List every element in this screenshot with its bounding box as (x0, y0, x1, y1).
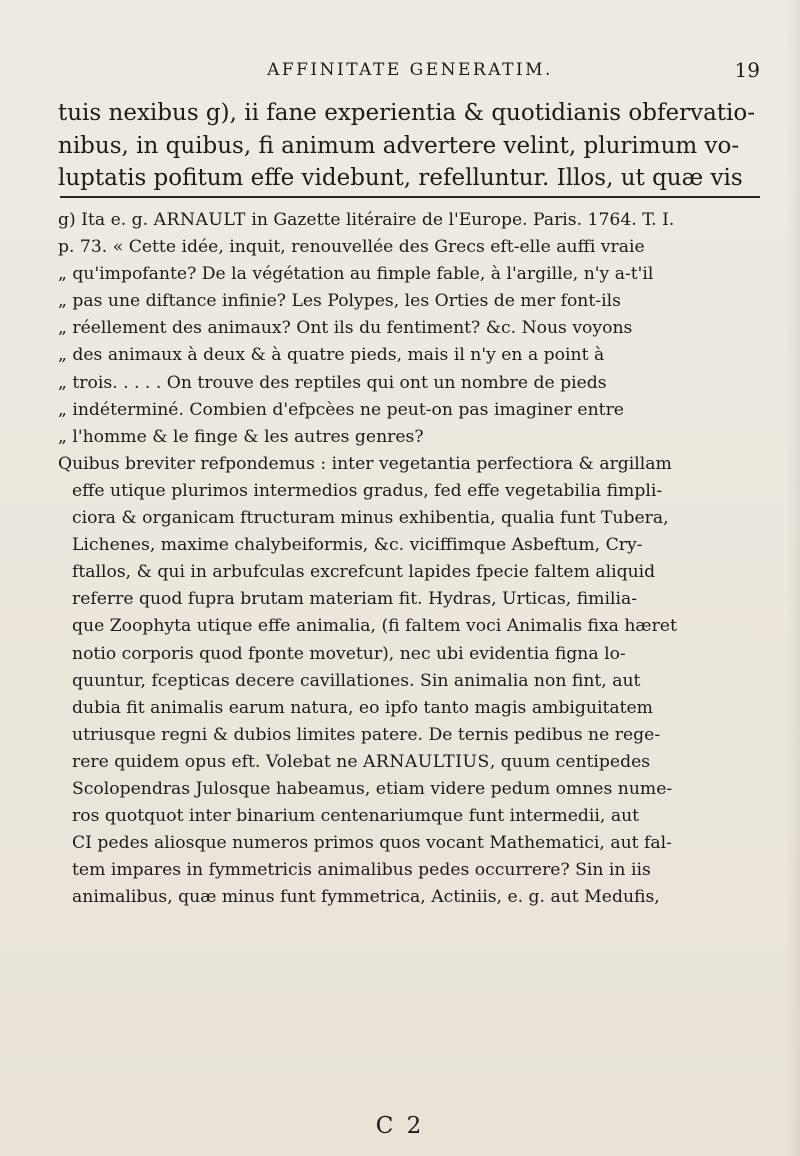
footnote-line: tem impares in fymmetricis animalibus pedes occurrere? Sin in iis (72, 860, 651, 881)
main-text (58, 97, 768, 195)
footnote-line: CI pedes aliosque numeros primos quos vocant Mathematici, aut fal- (72, 833, 672, 854)
footnote-line: animalibus, quæ minus funt fymmetrica, Actiniis, e. g. aut Medufis, (72, 887, 660, 908)
footnote-line: „ qu'impofante? De la végétation au fimple fable, à l'argille, n'y a-t'il (58, 264, 654, 285)
footnote-line: „ réellement des animaux? Ont ils du fentiment? &c. Nous voyons (58, 318, 633, 339)
footnote-line: g) Ita e. g. ARNAULT in Gazette litéraire de l'Europe. Paris. 1764. T. I. (58, 210, 675, 230)
footnote-line: ftallos, & qui in arbufculas excrefcunt lapides fpecie faltem aliquid (72, 562, 656, 583)
footnote-line: „ trois. . . . . On trouve des reptiles qui ont un nombre de pieds (58, 372, 607, 393)
main-text-line: luptatis pofitum effe videbunt, refelluntur. Illos, ut quæ vis (58, 165, 743, 191)
footnote-line: utriusque regni & dubios limites patere. De ternis pedibus ne rege- (72, 724, 661, 745)
footnote-line: Lichenes, maxime chalybeiformis, &c. viciffimque Asbeftum, Cry- (72, 535, 643, 556)
footnote-line: „ pas une diftance infinie? Les Polypes, les Orties de mer font-ils (58, 291, 621, 312)
footnote-line: quuntur, fcepticas decere cavillationes. Sin animalia non fint, aut (72, 670, 641, 691)
footnote-line: „ des animaux à deux & à quatre pieds, mais il n'y en a point à (58, 345, 605, 366)
footnote-line: effe utique plurimos intermedios gradus, fed effe vegetabilia fimpli- (72, 480, 663, 501)
footnote-line: ros quotquot inter binarium centenariumque funt intermedii, aut (72, 806, 640, 827)
main-text-line: nibus, in quibus, fi animum advertere velint, plurimum vo- (58, 132, 740, 159)
footnote-line: Quibus breviter refpondemus : inter vegetantia perfectiora & argillam (58, 453, 672, 474)
page-edge-shadow (786, 0, 800, 1156)
running-head: AFFINITATE GENERATIM. (267, 60, 553, 80)
footnote-line: „ l'homme & le finge & les autres genres? (58, 426, 424, 447)
footnote-line: ciora & organicam ftructuram minus exhibentia, qualia funt Tubera, (72, 508, 669, 529)
footnote-line: referre quod fupra brutam materiam fit. Hydras, Urticas, fimilia- (72, 589, 638, 610)
footnote-line: p. 73. « Cette idée, inquit, renouvellée des Grecs eft-elle auffi vraie (58, 237, 645, 258)
footnote-line: que Zoophyta utique effe animalia, (fi faltem voci Animalis fixa hæret (72, 616, 677, 637)
author-name-arnault: ARNAULT (153, 210, 246, 230)
author-name-arnaultius: ARNAULTIUS (363, 751, 490, 772)
footnote (58, 207, 768, 911)
footnote-line: „ indéterminé. Combien d'efpcèes ne peut-on pas imaginer entre (58, 399, 624, 420)
page-number: 19 (734, 58, 760, 82)
page-header (60, 60, 760, 90)
footnote-line: notio corporis quod fponte movetur), nec ubi evidentia figna lo- (72, 643, 626, 664)
footnote-rule (60, 196, 760, 198)
signature-mark: C 2 (375, 1113, 425, 1139)
footnote-line: dubia fit animalis earum natura, eo ipfo tanto magis ambiguitatem (72, 697, 653, 718)
footnote-line: rere quidem opus eft. Volebat ne ARNAULTIUS, quum centipedes (72, 751, 651, 772)
main-text-line: tuis nexibus g), ii fane experientia & quotidianis obfervatio- (58, 100, 755, 126)
footnote-line: Scolopendras Julosque habeamus, etiam videre pedum omnes nume- (72, 778, 673, 799)
